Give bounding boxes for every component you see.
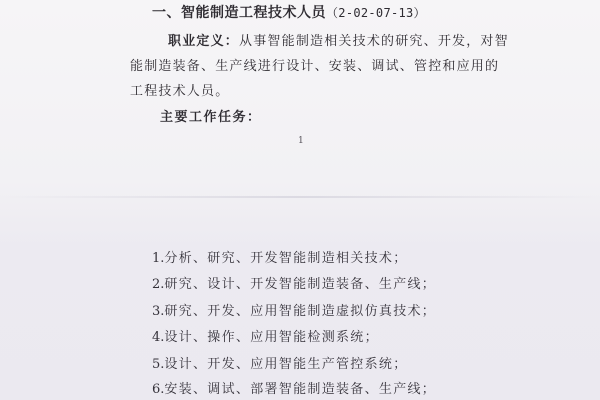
task-number: 3. <box>152 304 165 319</box>
task-number: 4. <box>152 330 165 345</box>
definition-text-2: 能制造装备、生产线进行设计、安装、调试、管控和应用的 <box>130 59 500 74</box>
tasks-title: 主要工作任务： <box>160 110 262 125</box>
definition-line-2 <box>130 55 499 74</box>
task-item <box>152 378 436 397</box>
page-number: 1 <box>298 136 304 146</box>
task-item <box>152 273 436 292</box>
task-item <box>152 353 408 372</box>
occupation-code: （2-02-07-13） <box>326 6 426 20</box>
task-number: 5. <box>152 357 165 372</box>
definition-text-1: 从事智能制造相关技术的研究、开发，对智 <box>239 34 509 49</box>
definition-line-3 <box>130 80 229 99</box>
heading-title: 一、智能制造工程技术人员 <box>152 5 326 21</box>
definition-text-3: 工程技术人员。 <box>130 84 230 99</box>
task-number: 6. <box>152 382 165 397</box>
task-text: 研究、设计、开发智能制造装备、生产线； <box>164 277 437 292</box>
definition-line-1 <box>168 30 509 49</box>
task-text: 设计、开发、应用智能生产管控系统； <box>164 357 408 372</box>
task-text: 研究、开发、应用智能制造虚拟仿真技术； <box>164 304 437 319</box>
task-number: 1. <box>152 251 165 266</box>
page-fold <box>0 196 600 198</box>
definition-label: 职业定义： <box>168 34 240 49</box>
task-text: 分析、研究、开发智能制造相关技术； <box>164 251 408 266</box>
task-text: 设计、操作、应用智能检测系统； <box>164 330 379 345</box>
section-heading <box>152 2 426 22</box>
task-item <box>152 247 408 266</box>
task-item <box>152 300 436 319</box>
task-text: 安装、调试、部署智能制造装备、生产线； <box>164 382 437 397</box>
task-number: 2. <box>152 277 165 292</box>
task-item <box>152 326 379 345</box>
